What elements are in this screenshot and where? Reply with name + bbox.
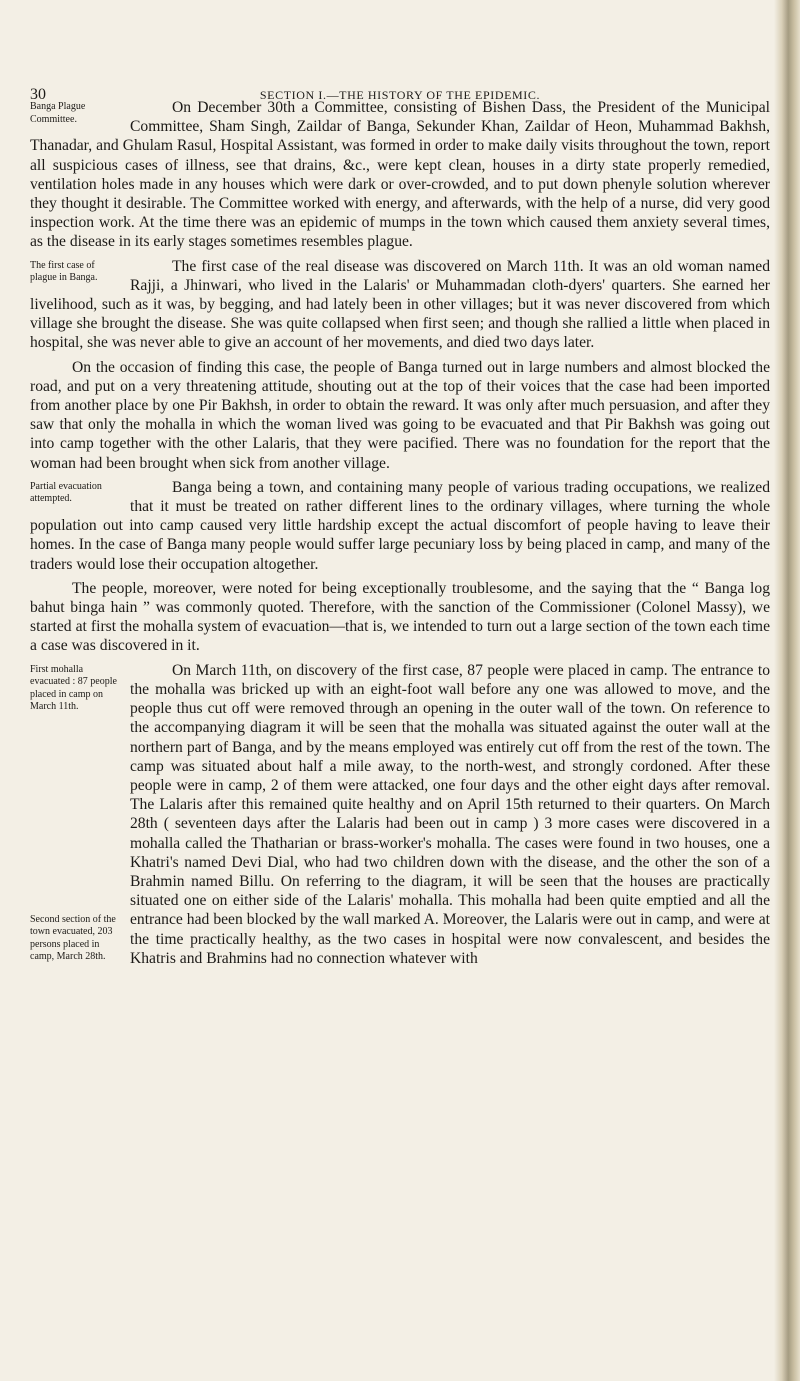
paragraph-3	[30, 358, 770, 473]
paragraph-2	[30, 257, 770, 353]
paragraph-6	[30, 661, 770, 968]
body-text	[30, 98, 770, 973]
paragraph-1	[30, 98, 770, 252]
paragraph-5	[30, 579, 770, 656]
sidenote-committee: Banga Plague Committee.	[30, 101, 86, 125]
book-spine-shadow	[774, 0, 800, 1381]
sidenote-first-mohalla: First mohalla evacuated : 87 people placed in camp on March 11th.	[30, 663, 117, 713]
sidenote-second-section: Second section of the town evacuated, 203 persons placed in camp, March 28th.	[30, 913, 116, 963]
paragraph-3-text: On the occasion of finding this case, the people of Banga turned out in large numbers and almost blocked the road, and put on a very threatening attitude, shouting out at the top of their voices that the case had been imported from another place by one Pir Bakhsh, in order to obtain the reward. It was only after much persuasion, and after they saw that only the mohalla in which the woman lived was going to be evacuated and that Pir Bakhsh was going out into camp together with the other Lalaris, that they were pacified. There was no foundation for the report that the woman had been brought when sick from another village.	[30, 358, 770, 472]
paragraph-4-text: Banga being a town, and containing many people of various trading occupations, we realized that it must be treated on rather different lines to the ordinary villages, where turning the whole population out into camp caused very little hardship except the actual discomfort of people having to leave their homes. In the case of Banga many people would suffer large pecuniary loss by being placed in camp, and many of the traders would lose their occupation altogether.	[30, 478, 770, 573]
running-head: SECTION I.—THE HISTORY OF THE EPIDEMIC.	[259, 88, 541, 102]
paragraph-5-text: The people, moreover, were noted for being exceptionally troublesome, and the saying that the “ Banga log bahut binga hain ” was commonly quoted. Therefore, with the sanction of the Commissioner (Colonel Massy), we started at first the mohalla system of evacuation—that is, we intended to turn out a large section of the town each time a case was discovered in it.	[30, 579, 770, 655]
paragraph-6-text: On March 11th, on discovery of the first case, 87 people were placed in camp. The entrance to the mohalla was bricked up with an eight-foot wall before any one was allowed to move, and the people thus cut off were removed through an opening in the outer wall of the town. On reference to the accompanying diagram it will be seen that the mohalla was situated against the outer wall at the northern part of Banga, and by the means employed was entirely cut off from the rest of the town. The camp was situated about half a mile away, to the north-west, and strongly cordoned. After these people were in camp, 2 of them were attacked, one four days and the other eight days after removal. The Lalaris after this remained quite healthy and on April 15th returned to their quarters. On March 28th ( seventeen days after the Lalaris had been out in camp ) 3 more cases were discovered in a mohalla called the Thatharian or brass-worker's mohalla. The cases were found in two houses, one a Khatri's named Devi Dial, who had two children down with the disease, and the other the son of a Brahmin named Billu. On referring to the diagram, it will be seen that the houses are practically situated one on either side of the Lalaris' mohalla. This mohalla had been quite emptied and all the entrance had been blocked by the wall marked A. Moreover, the Lalaris were out in camp, and were at the time practically healthy, as the two cases in hospital were now convalescent, and besides the Khatris and Brahmins had no connection whatever with	[130, 661, 770, 967]
paragraph-4	[30, 478, 770, 574]
sidenote-partial-evacuation: Partial evacuation attempted.	[30, 480, 102, 505]
sidenote-first-case: The first case of plague in Banga.	[30, 259, 98, 284]
paragraph-2-text: The first case of the real disease was discovered on March 11th. It was an old woman named Rajji, a Jhinwari, who lived in the Lalaris' or Muhammadan cloth-dyers' quarters. She earned her livelihood, such as it was, by begging, and had lately been in other villages; but it was never discovered from which village she brought the disease. She was quite collapsed when first seen; and though she rallied a little when placed in hospital, she was never able to give an account of her movements, and died two days later.	[30, 257, 770, 352]
page-number: 30	[30, 86, 46, 103]
paragraph-1-text: On December 30th a Committee, consisting of Bishen Dass, the President of the Municipal Committee, Sham Singh, Zaildar of Banga, Sekunder Khan, Zaildar of Heon, Muhammad Bakhsh, Thanadar, and Ghulam Rasul, Hospital Assistant, was formed in order to make daily visits throughout the town, report all suspicious cases of illness, see that drains, &c., were kept clean, houses in a dirty state properly remedied, ventilation holes made in any houses which were dark or over-crowded, and to put down phenyle solution wherever they thought it desirable. The Committee worked with energy, and afterwards, with the help of a nurse, did very good inspection work. At the time there was an epidemic of mumps in the town which caused them anxiety several times, as the disease in its early stages sometimes resembles plague.	[30, 99, 770, 251]
